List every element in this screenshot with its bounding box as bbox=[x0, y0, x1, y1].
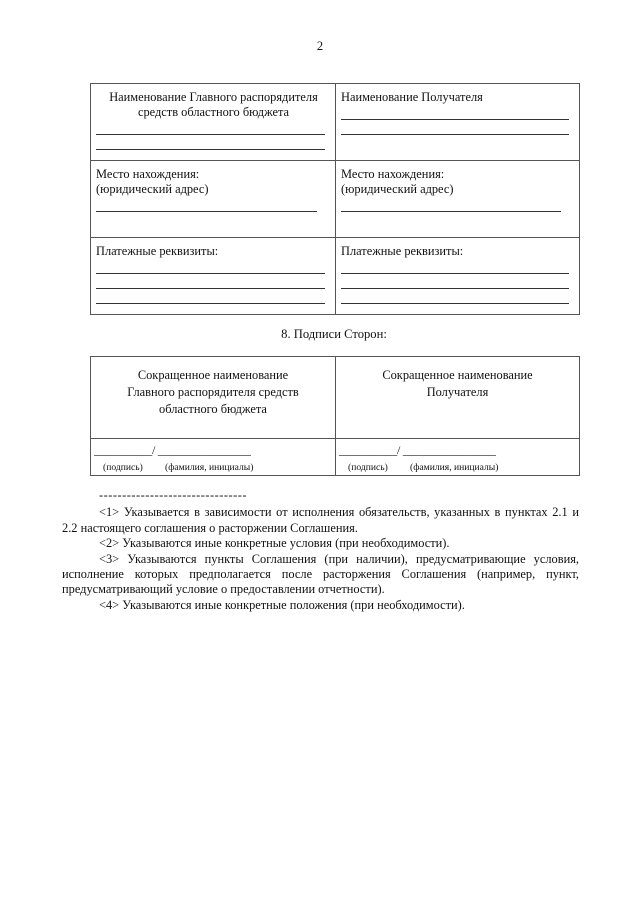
recipient-bank-label: Платежные реквизиты: bbox=[341, 244, 464, 258]
grantor-name-cell bbox=[91, 84, 336, 161]
grantor-address-cell bbox=[91, 161, 336, 238]
signatures-table bbox=[90, 356, 580, 476]
recipient-bank-field-1[interactable] bbox=[341, 259, 569, 274]
recipient-address-label: Место нахождения: bbox=[341, 167, 445, 181]
signatures-section-title: 8. Подписи Сторон: bbox=[281, 327, 387, 341]
footnote-separator: -------------------------------- bbox=[99, 488, 248, 502]
recipient-short-name-label: Сокращенное наименование Получателя bbox=[382, 368, 533, 399]
grantor-address-field[interactable] bbox=[96, 197, 317, 212]
grantor-bank-cell bbox=[91, 238, 336, 315]
recipient-short-name-cell bbox=[336, 357, 580, 439]
footnote-4: <4> Указываются иные конкретные положения (при необходимости). bbox=[99, 597, 465, 612]
footnote-2: <2> Указываются иные конкретные условия (при необходимости). bbox=[99, 536, 450, 551]
footnote-1: <1> Указывается в зависимости от исполнения обязательств, указанных в пунктах 2.1 и 2.2 настоящего соглашения о расторжении Соглашения. bbox=[62, 505, 579, 535]
grantor-bank-field-1[interactable] bbox=[96, 259, 325, 274]
recipient-signature-caption: (подпись) bbox=[348, 462, 388, 473]
recipient-bank-field-2[interactable] bbox=[341, 274, 569, 289]
grantor-name-field-2[interactable] bbox=[96, 135, 325, 150]
recipient-address-sublabel: (юридический адрес) bbox=[341, 182, 454, 196]
grantor-bank-field-2[interactable] bbox=[96, 274, 325, 289]
recipient-address-cell bbox=[336, 161, 580, 238]
grantor-signature-line[interactable]: __________/ ________________ bbox=[94, 443, 251, 457]
grantor-name-field-1[interactable] bbox=[96, 120, 325, 135]
grantor-name-label: Наименование Главного распорядителя средств областного бюджета bbox=[109, 90, 318, 119]
page-number: 2 bbox=[316, 39, 324, 53]
grantor-short-name-label: Сокращенное наименование Главного распорядителя средств областного бюджета bbox=[127, 368, 299, 416]
recipient-name-label: Наименование Получателя bbox=[341, 90, 483, 104]
grantor-signature-caption: (подпись) bbox=[103, 462, 143, 473]
grantor-signature-cell bbox=[91, 439, 336, 476]
grantor-address-label: Место нахождения: bbox=[96, 167, 200, 181]
grantor-short-name-cell bbox=[91, 357, 336, 439]
recipient-bank-cell bbox=[336, 238, 580, 315]
footnote-3: <3> Указываются пункты Соглашения (при наличии), предусматривающие условия, исполнение которых предполагается после расторжения Соглашения (например, пункт, предусматривающий условие о предоставлении отчетности). bbox=[62, 551, 579, 597]
recipient-bank-field-3[interactable] bbox=[341, 289, 569, 304]
recipient-signature-cell bbox=[336, 439, 580, 476]
recipient-signature-line[interactable]: __________/ ________________ bbox=[339, 443, 496, 457]
recipient-name-field-2[interactable] bbox=[341, 120, 569, 135]
recipient-name-cell bbox=[336, 84, 580, 161]
grantor-name-caption: (фамилия, инициалы) bbox=[165, 462, 254, 473]
footnotes bbox=[62, 488, 579, 613]
party-details-table bbox=[90, 83, 580, 315]
recipient-name-field-1[interactable] bbox=[341, 105, 569, 120]
recipient-address-field[interactable] bbox=[341, 197, 561, 212]
grantor-bank-label: Платежные реквизиты: bbox=[96, 244, 219, 258]
recipient-name-caption: (фамилия, инициалы) bbox=[410, 462, 499, 473]
grantor-address-sublabel: (юридический адрес) bbox=[96, 182, 209, 196]
grantor-bank-field-3[interactable] bbox=[96, 289, 325, 304]
